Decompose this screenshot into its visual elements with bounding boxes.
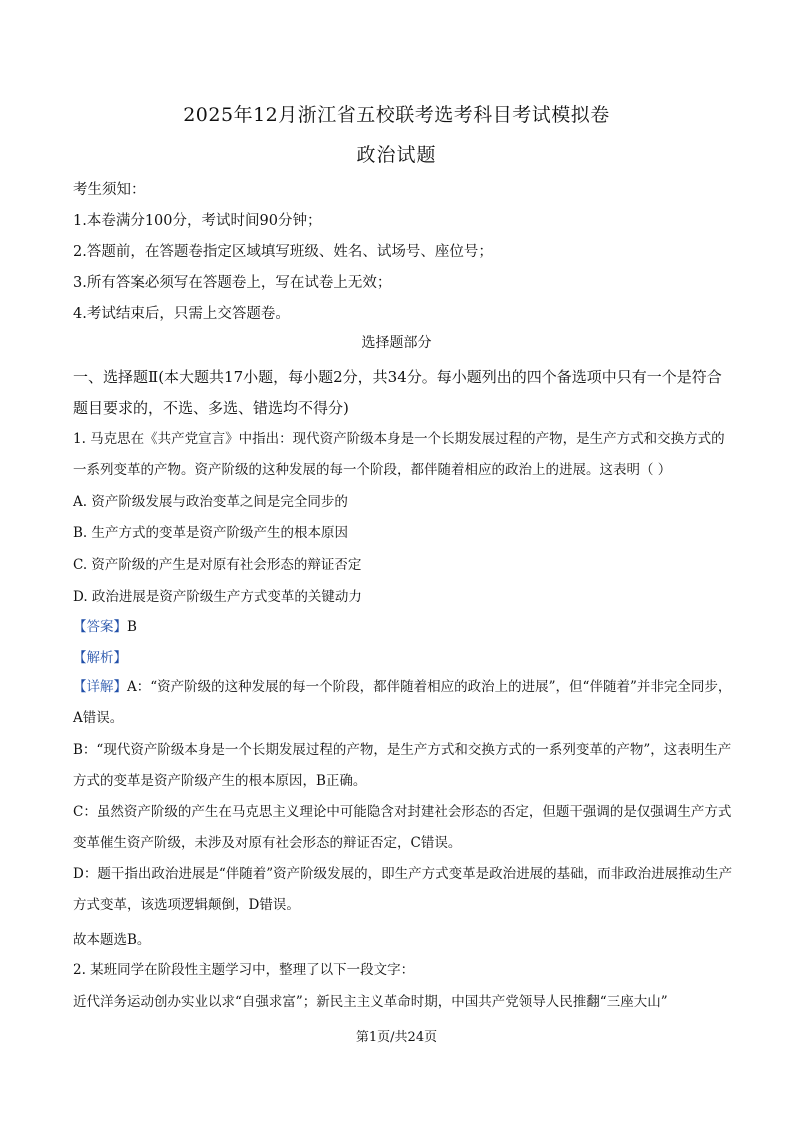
question-2-text: 近代洋务运动创办实业以求“自强求富”；新民主主义革命时期，中国共产党领导人民推翻“三座大山” (73, 994, 668, 1010)
notice-item-4: 4.考试结束后，只需上交答题卷。 (73, 306, 290, 322)
detail-b: B：“现代资产阶级本身是一个长期发展过程的产物，是生产方式和交换方式的一系列变革的产物”，这表明生产方式的变革是资产阶级产生的根本原因，B正确。 (73, 742, 732, 789)
notice-heading: 考生须知： (73, 182, 146, 198)
exam-title: 2025年12月浙江省五校联考选考科目考试模拟卷 (183, 104, 610, 126)
section-intro: 一、选择题Ⅱ(本大题共17小题，每小题2分，共34分。每小题列出的四个备选项中只有一个是符合题目要求的，不选、多选、错选均不得分) (73, 368, 722, 417)
detail-a-text: A：“资产阶级的这种发展的每一个阶段，都伴随着相应的政治上的进展”，但“伴随着”并非完全同步，A错误。 (73, 679, 732, 726)
detail-a (73, 672, 735, 734)
answer-label: 【答案】 (73, 619, 127, 635)
answer-row (73, 615, 735, 635)
question-2-stem: 2. 某班同学在阶段性主题学习中，整理了以下一段文字： (73, 962, 415, 978)
notice-item-3: 3.所有答案必须写在答题卷上，写在试卷上无效； (73, 275, 392, 291)
page-number: 第1页/共24页 (355, 1030, 438, 1045)
answer-value: B (127, 619, 137, 635)
question-1-stem: 1. 马克思在《共产党宣言》中指出：现代资产阶级本身是一个长期发展过程的产物，是生产方式和交换方式的一系列变革的产物。资产阶级的这种发展的每一个阶段，都伴随着相应的政治上的进展。这表明（ ） (73, 431, 725, 478)
notice-item-2: 2.答题前，在答题卷指定区域填写班级、姓名、试场号、座位号； (73, 244, 493, 260)
question-1-option-b: B. 生产方式的变革是资产阶级产生的根本原因 (73, 525, 349, 541)
section-title: 选择题部分 (361, 335, 432, 351)
detail-c: C：虽然资产阶级的产生在马克思主义理论中可能隐含对封建社会形态的否定，但题干强调的是仅强调生产方式变革催生资产阶级，未涉及对原有社会形态的辩证否定，C错误。 (73, 804, 732, 851)
question-1-option-a: A. 资产阶级发展与政治变革之间是完全同步的 (73, 494, 348, 510)
question-1-option-d: D. 政治进展是资产阶级生产方式变革的关键动力 (73, 589, 362, 605)
notice-item-1: 1.本卷满分100分，考试时间90分钟； (73, 213, 322, 229)
analysis-row (73, 646, 735, 666)
detail-d: D：题干指出政治进展是“伴随着”资产阶级发展的，即生产方式变革是政治进展的基础，而非政治进展推动生产方式变革，该选项逻辑颠倒，D错误。 (73, 866, 733, 913)
conclusion: 故本题选B。 (73, 932, 151, 948)
exam-subtitle: 政治试题 (356, 144, 437, 166)
analysis-label: 【解析】 (73, 650, 127, 666)
detail-label: 【详解】 (73, 679, 127, 695)
question-1-option-c: C. 资产阶级的产生是对原有社会形态的辩证否定 (73, 557, 362, 573)
